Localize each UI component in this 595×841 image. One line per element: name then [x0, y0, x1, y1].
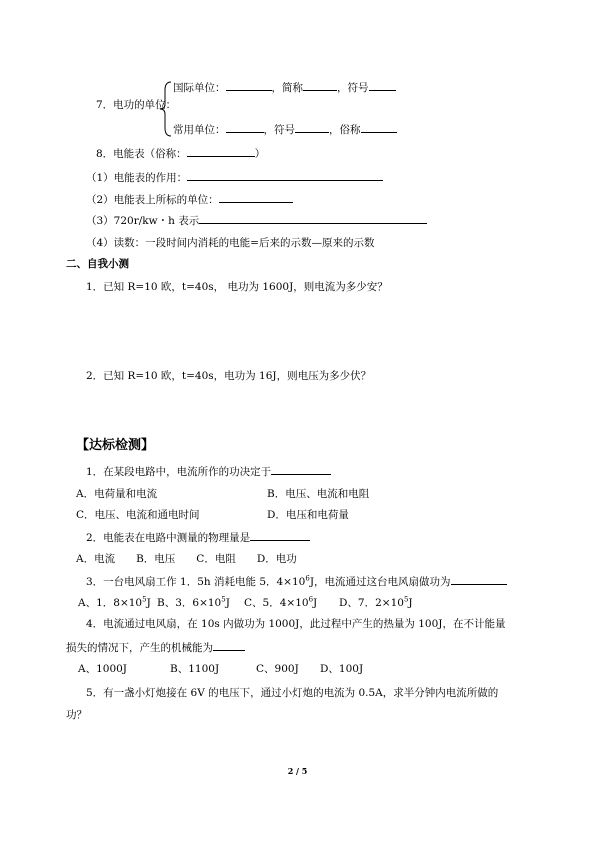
blank[interactable] [250, 530, 310, 541]
check-q4-line2: 损失的情况下，产生的机械能为 [66, 642, 213, 654]
check-q3-opt-d [339, 596, 413, 610]
blank[interactable] [226, 80, 272, 91]
check-q5-line1: 5．有一盏小灯炮接在 6V 的电压下，通过小灯炮的电流为 0.5A，求半分钟内电流所做的 [86, 687, 499, 699]
check-q5-line2: 功？ [66, 709, 87, 721]
check-q1-opt-d: D．电压和电荷量 [267, 509, 349, 521]
q8-label-b: ） [254, 148, 266, 160]
opt-text: B、3．6×10 [157, 597, 222, 609]
self-test-q1: 1．已知 R=10 欧，t=40s， 电功为 1600J，则电流为多少安？ [86, 281, 388, 293]
q7-intl-a: 国际单位： [173, 82, 226, 94]
check-q1-opt-a: A．电荷量和电流 [76, 488, 158, 500]
q8-s2-row [86, 192, 293, 207]
exponent: 6 [308, 595, 314, 604]
opt-text: D、7．2×10 [339, 597, 404, 609]
check-q1-opt-b: B．电压、电流和电阻 [267, 488, 370, 500]
check-q4-opt-b: B、1100J [170, 663, 220, 675]
blank[interactable] [187, 170, 383, 181]
check-q2: 2．电能表在电路中测量的物理量是 [86, 532, 251, 544]
blank[interactable] [219, 192, 293, 203]
blank[interactable] [199, 213, 427, 224]
blank[interactable] [295, 122, 329, 133]
q7-common-row [173, 122, 397, 137]
check-q3-opt-b [157, 596, 230, 610]
check-q4-line1: 4．电流通过电风扇，在 10s 内做功为 1000J，此过程中产生的热量为 100J，在不计能量 [86, 618, 506, 630]
check-q4-opt-a: A、1000J [78, 663, 128, 675]
check-q3-opt-c [244, 596, 317, 610]
opt-unit: J [313, 597, 318, 609]
q8-label-a: 8．电能表（俗称： [96, 148, 187, 160]
opt-unit: J [225, 597, 230, 609]
check-q2-row [86, 530, 310, 545]
q8-s3: （3）720r/kw・h 表示 [86, 215, 200, 227]
q7-common-b: ，符号 [263, 124, 295, 136]
blank[interactable] [271, 464, 331, 475]
exponent: 5 [221, 595, 226, 604]
q8-s2: （2）电能表上所标的单位： [86, 194, 219, 206]
opt-unit: J [408, 597, 413, 609]
check-q4-opt-d: D、100J [320, 663, 364, 675]
brace-icon [158, 80, 174, 138]
check-q1-row [86, 464, 331, 479]
exponent: 5 [403, 595, 409, 604]
q8-s1-row [86, 170, 383, 185]
blank[interactable] [213, 640, 245, 651]
page-number: 2 / 5 [287, 766, 308, 776]
opt-text: A、1．8×10 [78, 597, 143, 609]
q8-s3-row [86, 213, 427, 228]
check-q2-opts: A．电流 B．电压 C．电阻 D．电功 [76, 553, 297, 565]
blank[interactable] [369, 80, 396, 91]
q7-intl-row [173, 80, 396, 95]
q7-common-c: ，俗称 [329, 124, 361, 136]
check-q4-line2-row [66, 640, 245, 655]
q7-label: 7．电功的单位： [96, 99, 177, 111]
blank[interactable] [187, 146, 255, 157]
check-q3-b: J，电流通过这台电风扇做功为 [309, 576, 451, 588]
blank[interactable] [361, 122, 397, 133]
blank[interactable] [303, 80, 337, 91]
blank[interactable] [451, 574, 507, 585]
q8-s1: （1）电能表的作用： [86, 172, 188, 184]
check-q1: 1．在某段电路中，电流所作的功决定于 [86, 466, 272, 478]
check-heading: 【达标检测】 [76, 438, 155, 453]
exponent: 5 [142, 595, 147, 604]
self-test-heading: 二、自我小测 [66, 258, 129, 270]
opt-text: C、5．4×10 [244, 597, 309, 609]
check-q3-row [86, 574, 507, 589]
opt-unit: J [146, 597, 151, 609]
exponent: 6 [305, 574, 310, 583]
blank[interactable] [226, 122, 264, 133]
check-q3-a: 3．一台电风扇工作 1．5h 消耗电能 5．4×10 [86, 576, 306, 588]
q8-s4: （4）读数：一段时间内消耗的电能=后来的示数—原来的示数 [86, 237, 375, 249]
q7-intl-c: ，符号 [337, 82, 369, 94]
check-q1-opt-c: C．电压、电流和通电时间 [76, 509, 200, 521]
q8-row [96, 146, 265, 161]
q7-intl-b: ，简称 [271, 82, 303, 94]
check-q4-opt-c: C、900J [256, 663, 299, 675]
check-q3-opt-a [78, 596, 151, 610]
self-test-q2: 2．已知 R=10 欧，t=40s，电功为 16J，则电压为多少伏？ [86, 370, 372, 382]
q7-common-a: 常用单位： [173, 124, 226, 136]
